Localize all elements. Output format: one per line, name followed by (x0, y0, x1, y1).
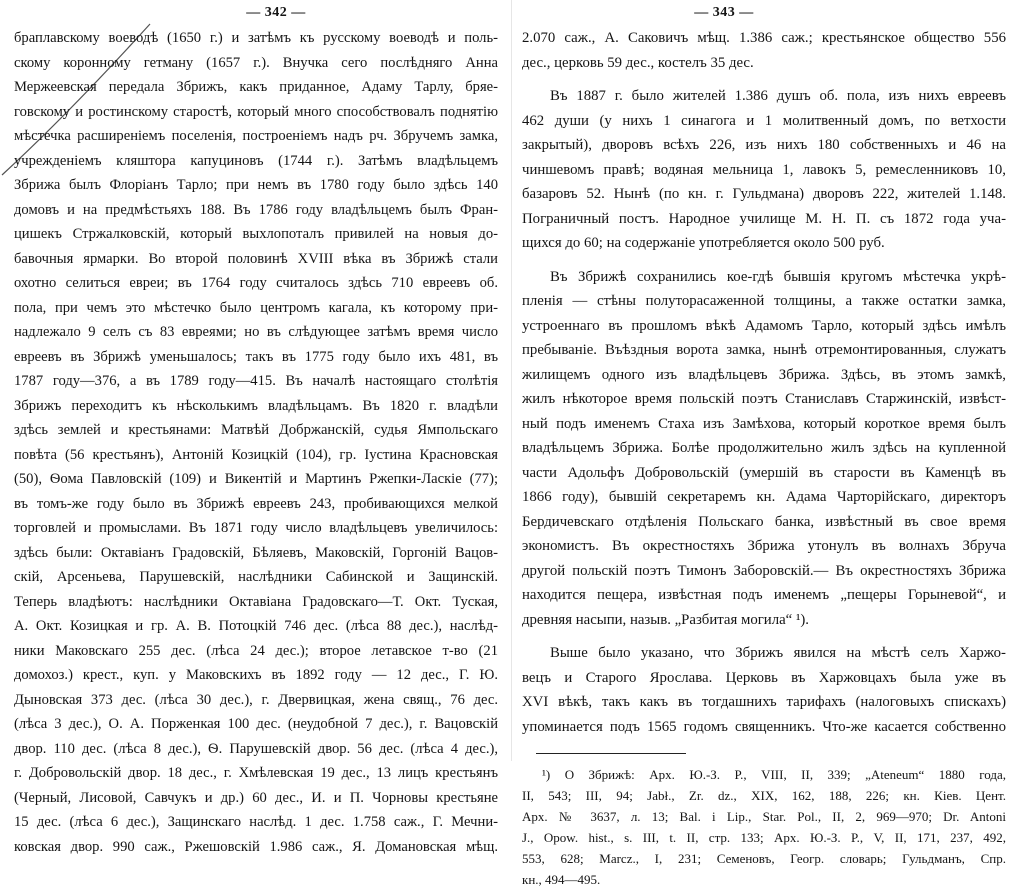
text-line: 553, 628; Marcz., I, 231; Семеновъ, Геогр. словарь; Гульдманъ, Спр. (522, 851, 1006, 866)
text-line: жилъ нѣкоторое время польскій поэтъ Станиславъ Старжинскій, извѣст- (522, 391, 1006, 407)
text-line: скій, Арсеньева, Парушевскій, наслѣдники Сабинской и Защинскій. (14, 569, 498, 585)
text-line: Дыновская 373 дес. (лѣса 30 дес.), г. Двервицкая, жена свящ., 76 дес. (14, 691, 498, 708)
text-line: вецъ и Старого Ярослава. Церковь въ Харжовцахъ была уже въ (522, 669, 1006, 686)
text-line: части Адольфъ Добровольскій (умершій въ старости въ Каменцѣ въ (522, 464, 1006, 481)
text-line: цишекъ Стржалковскій, который выхлопоталъ привилей на новыя до- (14, 226, 498, 242)
text-line: Збрижа былъ Флоріанъ Тарло; при немъ въ 1780 году было здѣсь 140 (14, 177, 498, 193)
text-line: Въ 1887 г. было жителей 1.386 душъ об. пола, изъ нихъ евреевъ (550, 88, 1006, 104)
text-line: XVI вѣкѣ, такъ какъ въ тогдашнихъ тарифахъ (налоговыхъ спискахъ) (522, 694, 1006, 710)
footnote-divider (536, 753, 686, 754)
text-line: евреевъ въ Збрижѣ уменьшалось; такъ въ 1775 году было ихъ 481, въ (14, 348, 498, 365)
text-line: другой польскій поэтъ Тимонъ Заборовскій.— Въ окрестностяхъ Збрижа (522, 562, 1006, 579)
text-line: Выше было указано, что Збрижъ явился на мѣстѣ селъ Харжо- (550, 645, 1006, 661)
text-line: ¹) О Збрижѣ: Арх. Ю.-З. Р., VIII, II, 339; „Ateneum“ 1880 года, (542, 767, 1006, 782)
text-line: бавочныя ярмарки. Во второй половинѣ XVIII вѣка въ Збрижѣ стали (14, 250, 498, 267)
text-line: находится пещера, извѣстная подъ именемъ „пещеры Горыневой“, и (522, 587, 1006, 603)
text-line: двор. 110 дес. (лѣса 8 дес.), Ѳ. Парушевскій двор. 56 дес. (лѣса 4 дес.), (14, 740, 498, 757)
page-number: — 343 — (694, 5, 754, 20)
footnote (522, 764, 1006, 890)
text-line: J., Opow. hist., s. III, t. II, стр. 133; Арх. Ю.-З. Р., V, II, 171, 237, 492, (522, 830, 1006, 845)
text-line: охотно селиться евреи; въ 1764 году считалось здѣсь 710 евреевъ об. (14, 275, 498, 291)
paragraph-continuation (522, 26, 1006, 75)
text-line: г. Добровольскій двор. 18 дес., г. Хмѣлевская 19 дес., 13 лицъ крестьянъ (14, 765, 498, 781)
right-page (512, 0, 1024, 887)
paragraph-fortifications (522, 265, 1006, 633)
text-line: торговлей и промыслами. Въ 1871 году число владѣльцевъ увеличилось: (14, 520, 498, 536)
text-line: древняя насыпи, назыв. „Разбитая могила“ ¹). (522, 611, 810, 628)
text-line: говскому и ростинскому старостѣ, который много способствовалъ поднятію (14, 103, 498, 120)
text-line: экономистъ. Въ окрестностяхъ Збрижа утонулъ въ волнахъ Збруча (522, 538, 1006, 554)
text-line: 2.070 саж., А. Саковичъ мѣщ. 1.386 саж.; крестьянское общество 556 (522, 30, 1006, 46)
text-line: устроеннаго въ прошломъ вѣкѣ Адамомъ Тарло, который здѣсь имѣлъ (522, 317, 1006, 334)
text-line: ковская двор. 990 саж., Ржешовскій 1.986 саж., Я. Домановская мѣщ. (14, 838, 498, 855)
text-line: мѣстечка расширеніемъ поселенія, построеніемъ надъ рч. Збручемъ замка, (14, 128, 498, 144)
text-line: пленія — стѣны полуторасаженной толщины, а также остатки замка, (522, 293, 1006, 309)
text-line: учрежденіемъ кляштора капуциновъ (1744 г.). Затѣмъ владѣльцемъ (14, 152, 498, 169)
text-line: чиншевомъ правѣ; водяная мельница 1, лавокъ 5, ремесленниковъ 10, (522, 161, 1006, 178)
text-line: Збрижъ переходитъ къ нѣсколькимъ владѣльцамъ. Въ 1820 г. владѣли (14, 397, 498, 414)
text-line: скому коронному гетману (1657 г.). Внучка сего послѣдняго Анна (14, 54, 498, 71)
text-line: здѣсь землей и крестьянами: Матвѣй Добржанскій, судья Ямпольскаго (14, 422, 498, 438)
left-page-text (14, 26, 498, 859)
text-line: домовъ и на предмѣстьяхъ 188. Въ 1786 году владѣльцемъ былъ Фран- (14, 201, 498, 218)
page-number: — 342 — (246, 5, 306, 20)
text-line: Бердичевскаго отдѣленія Польскаго банка, извѣстный въ свое время (522, 513, 1006, 530)
text-line: базаровъ 52. Нынѣ (по кн. г. Гульдмана) дворовъ 222, жителей 1.148. (522, 186, 1006, 202)
paragraph-church (522, 641, 1006, 739)
text-line: повѣта (56 крестьянъ), Антоній Козицкій (104), гр. Іустина Красновская (14, 446, 498, 463)
text-line: домохоз.) крест., куп. у Маковскихъ въ 1892 году — 12 дес., Г. Ю. (14, 667, 498, 683)
text-line: Пограничный постъ. Народное училище М. Н. П. съ 1872 года уча- (522, 210, 1006, 227)
left-page (0, 0, 512, 855)
text-line: ный подъ именемъ Стаха изъ Замѣхова, который короткое время былъ (522, 415, 1006, 432)
text-line: пола, при чемъ это мѣстечко было центромъ кагала, къ которому при- (14, 299, 498, 316)
paragraph-population (522, 84, 1006, 256)
text-line: кн., 494—495. (522, 872, 601, 887)
text-line: (Черный, Лисовой, Савчукъ и др.) 60 дес., И. и П. Чорновы крестьяне (14, 789, 498, 806)
text-line: (50), Ѳома Павловскій (109) и Викентій и Мартинъ Ржепки-Ласкіе (77); (14, 471, 498, 487)
text-line: надлежало 9 селъ съ 83 евреями; но въ слѣдующее затѣмъ время число (14, 324, 498, 340)
text-line: закрытый), дворовъ всѣхъ 226, изъ нихъ 180 собственныхъ и 46 на (522, 137, 1006, 153)
text-line: щихся до 60; на содержаніе употребляется около 500 руб. (522, 235, 885, 251)
text-line: 462 души (у нихъ 1 синагога и 1 молитвенный домъ, по ветхости (522, 112, 1006, 129)
text-line: браплавскому воеводѣ (1650 г.) и затѣмъ къ русскому воеводѣ и поль- (14, 30, 498, 46)
text-line: ники Маковскаго 255 дес. (лѣса 24 дес.); второе летавское т-во (21 (14, 642, 498, 659)
text-line: 15 дес. (лѣса 6 дес.), Защинскаго наслѣд. 1 дес. 1.758 саж., Г. Мечни- (14, 814, 498, 830)
text-line: II, 543; III, 94; Jabł., Zr. dz., XIX, 162, 188, 226; кн. Кіев. Цент. (522, 788, 1006, 803)
text-line: 1866 году), бывшій секретаремъ кн. Адама Чарторійскаго, директоръ (522, 489, 1006, 505)
text-line: жилищемъ одного изъ владѣльцевъ Збрижа. Здѣсь, въ этомъ замкѣ, (522, 366, 1006, 383)
text-line: Мержеевская передала Збрижъ, какъ приданное, Адаму Тарлу, бряе- (14, 79, 498, 95)
text-line: Въ Збрижѣ сохранились кое-гдѣ бывшія кругомъ мѣстечка укрѣ- (550, 268, 1006, 285)
text-line: А. Окт. Козицкая и гр. А. В. Потоцкій 746 дес. (лѣса 88 дес.), наслѣд- (14, 618, 498, 634)
text-line: упоминается подъ 1565 годомъ священникъ. Что-же касается собственно (522, 718, 1006, 735)
text-line: (лѣса 3 дес.), О. А. Порженкая 100 дес. (неудобной 7 дес.), г. Вацовскій (14, 716, 498, 732)
text-line: владѣльцемъ Збрижа. Болѣе продолжительно жилъ здѣсь на купленной (522, 440, 1006, 456)
text-line: Теперь владѣютъ: наслѣдники Октавіана Градовскаго—Т. Окт. Туская, (14, 593, 498, 610)
text-line: пребываніе. Въѣздныя ворота замка, нынѣ отремонтированныя, служатъ (522, 342, 1006, 358)
text-line: Арх. № 3637, л. 13; Bal. i Lip., Star. Pol., II, 2, 969—970; Dr. Antoni (522, 809, 1006, 824)
text-line: 1787 году—376, а въ 1789 году—415. Въ началѣ настоящаго столѣтія (14, 373, 498, 389)
text-line: въ томъ-же году было въ Збрижѣ евреевъ 243, пробивающихся мелкой (14, 495, 498, 512)
text-line: здѣсь были: Октавіанъ Градовскій, Бѣляевъ, Маковскій, Горгоній Вацов- (14, 544, 498, 561)
text-line: дес., церковь 59 дес., костелъ 35 дес. (522, 54, 754, 71)
